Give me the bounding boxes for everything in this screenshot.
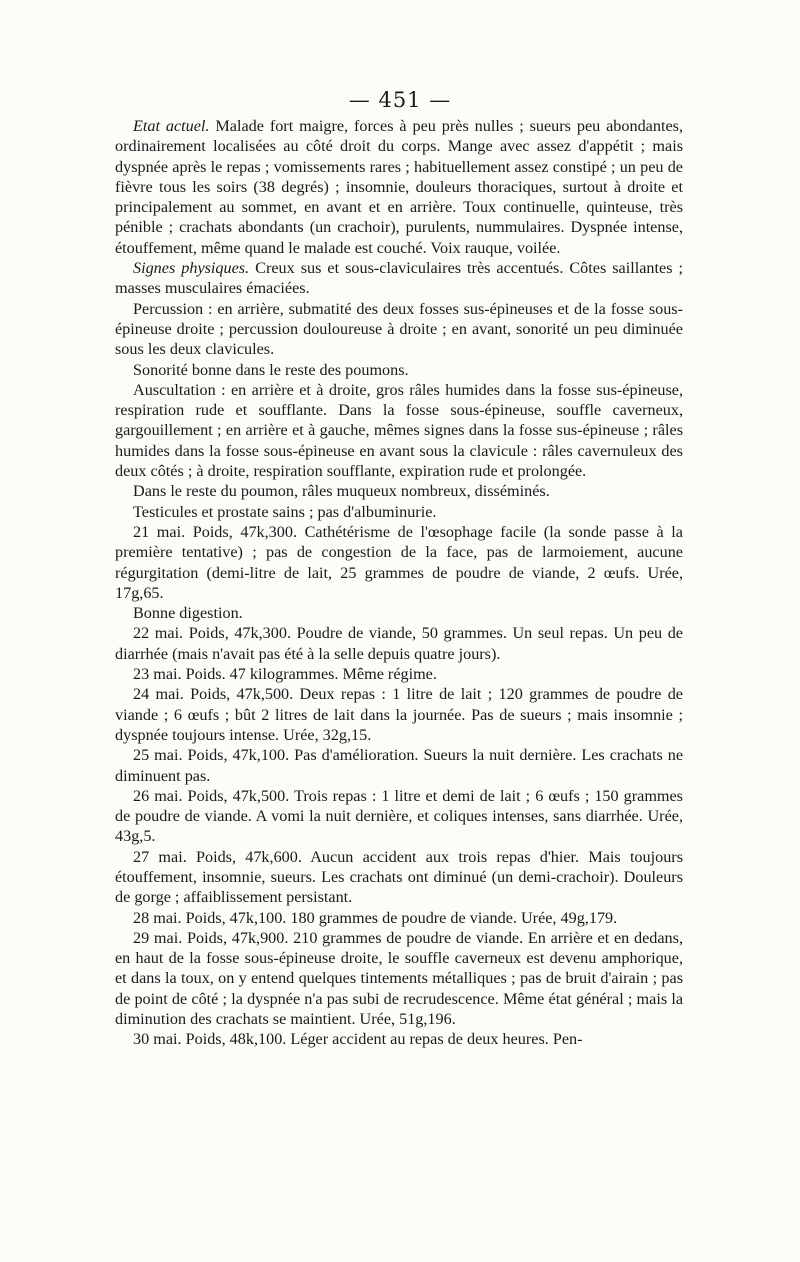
- paragraph-auscultation: Auscultation : en arrière et à droite, gros râles humides dans la fosse sus-épineuse, respiration rude et soufflante. Dans la fosse sous-épineuse, souffle caverneux, gargouillement ; en arrière et à gauche, mêmes signes dans la fosse sus-épineuse ; râles humides dans la fosse sous-épineuse en avant sous la clavicule : râles cavernuleux des deux côtés ; à droite, respiration soufflante, expiration rude et prolongée.: [115, 380, 683, 481]
- paragraph-26-mai: 26 mai. Poids, 47k,500. Trois repas : 1 litre et demi de lait ; 6 œufs ; 150 grammes de poudre de viande. A vomi la nuit dernière, et coliques intenses, sans diarrhée. Urée, 43g,5.: [115, 786, 683, 846]
- paragraph-lead: Signes physiques.: [133, 259, 250, 278]
- paragraph-etat-actuel: [115, 116, 683, 258]
- paragraph-25-mai: 25 mai. Poids, 47k,100. Pas d'amélioration. Sueurs la nuit dernière. Les crachats ne diminuent pas.: [115, 746, 683, 785]
- paragraph-reste-poumon: Dans le reste du poumon, râles muqueux nombreux, disséminés.: [133, 482, 550, 501]
- paragraph-bonne-digestion: Bonne digestion.: [133, 604, 243, 623]
- body-text: [115, 116, 683, 1050]
- paragraph-29-mai: 29 mai. Poids, 47k,900. 210 grammes de poudre de viande. En arrière et en dedans, en haut de la fosse sous-épineuse droite, le souffle caverneux est devenu amphorique, et dans la toux, on y entend quelques tintements métalliques ; pas de bruit d'airain ; pas de point de côté ; la dyspnée n'a pas subi de recrudescence. Même état général ; mais la diminution des crachats se maintient. Urée, 51g,196.: [115, 928, 683, 1029]
- paragraph-lead: Etat actuel.: [133, 117, 210, 135]
- paragraph-sonorite: Sonorité bonne dans le reste des poumons.: [133, 360, 409, 379]
- paragraph-30-mai: 30 mai. Poids, 48k,100. Léger accident au repas de deux heures. Pen-: [133, 1030, 583, 1049]
- paragraph-22-mai: 22 mai. Poids, 47k,300. Poudre de viande, 50 grammes. Un seul repas. Un peu de diarrhée (mais n'avait pas été à la selle depuis quatre jours).: [115, 624, 683, 663]
- paragraph-text: Malade fort maigre, forces à peu près nulles ; sueurs peu abondantes, ordinairement localisées au côté droit du corps. Mange avec assez d'appétit ; mais dyspnée après le repas ; vomissements rares ; habituellement assez constipé ; un peu de fièvre tous les soirs (38 degrés) ; insomnie, douleurs thoraciques, surtout à droite et principalement au sommet, en avant et en arrière. Toux continuelle, quinteuse, très pénible ; crachats abondants (un crachoir), purulents, nummulaires. Dyspnée intense, étouffement, même quand le malade est couché. Voix rauque, voilée.: [115, 117, 683, 257]
- paragraph-24-mai: 24 mai. Poids, 47k,500. Deux repas : 1 litre de lait ; 120 grammes de poudre de viande ; 6 œufs ; bût 2 litres de lait dans la journée. Pas de sueurs ; mais insomnie ; dyspnée toujours intense. Urée, 32g,15.: [115, 685, 683, 744]
- paragraph-28-mai: 28 mai. Poids, 47k,100. 180 grammes de poudre de viande. Urée, 49g,179.: [133, 908, 618, 927]
- page-number: — 451 —: [348, 88, 452, 112]
- paragraph-signes-physiques: [115, 258, 683, 299]
- paragraph-percussion: Percussion : en arrière, submatité des deux fosses sus-épineuses et de la fosse sous-épineuse droite ; percussion douloureuse à droite ; en avant, sonorité un peu diminuée sous les deux clavicules.: [115, 299, 683, 359]
- paragraph-text: Creux sus et sous-claviculaires très accentués. Côtes saillantes ; masses musculaires émaciées.: [115, 259, 683, 298]
- paragraph-27-mai: 27 mai. Poids, 47k,600. Aucun accident aux trois repas d'hier. Mais toujours étouffement, insomnie, sueurs. Les crachats ont diminué (un demi-crachoir). Douleurs de gorge ; affaiblissement persistant.: [115, 847, 683, 907]
- paragraph-testicules: Testicules et prostate sains ; pas d'albuminurie.: [133, 502, 437, 521]
- paragraph-21-mai: 21 mai. Poids, 47k,300. Cathétérisme de l'œsophage facile (la sonde passe à la première tentative) ; pas de congestion de la face, pas de larmoiement, aucune régurgitation (demi-litre de lait, 25 grammes de poudre de viande, 2 œufs. Urée, 17g,65.: [115, 522, 683, 602]
- paragraph-23-mai: 23 mai. Poids. 47 kilogrammes. Même régime.: [133, 665, 437, 684]
